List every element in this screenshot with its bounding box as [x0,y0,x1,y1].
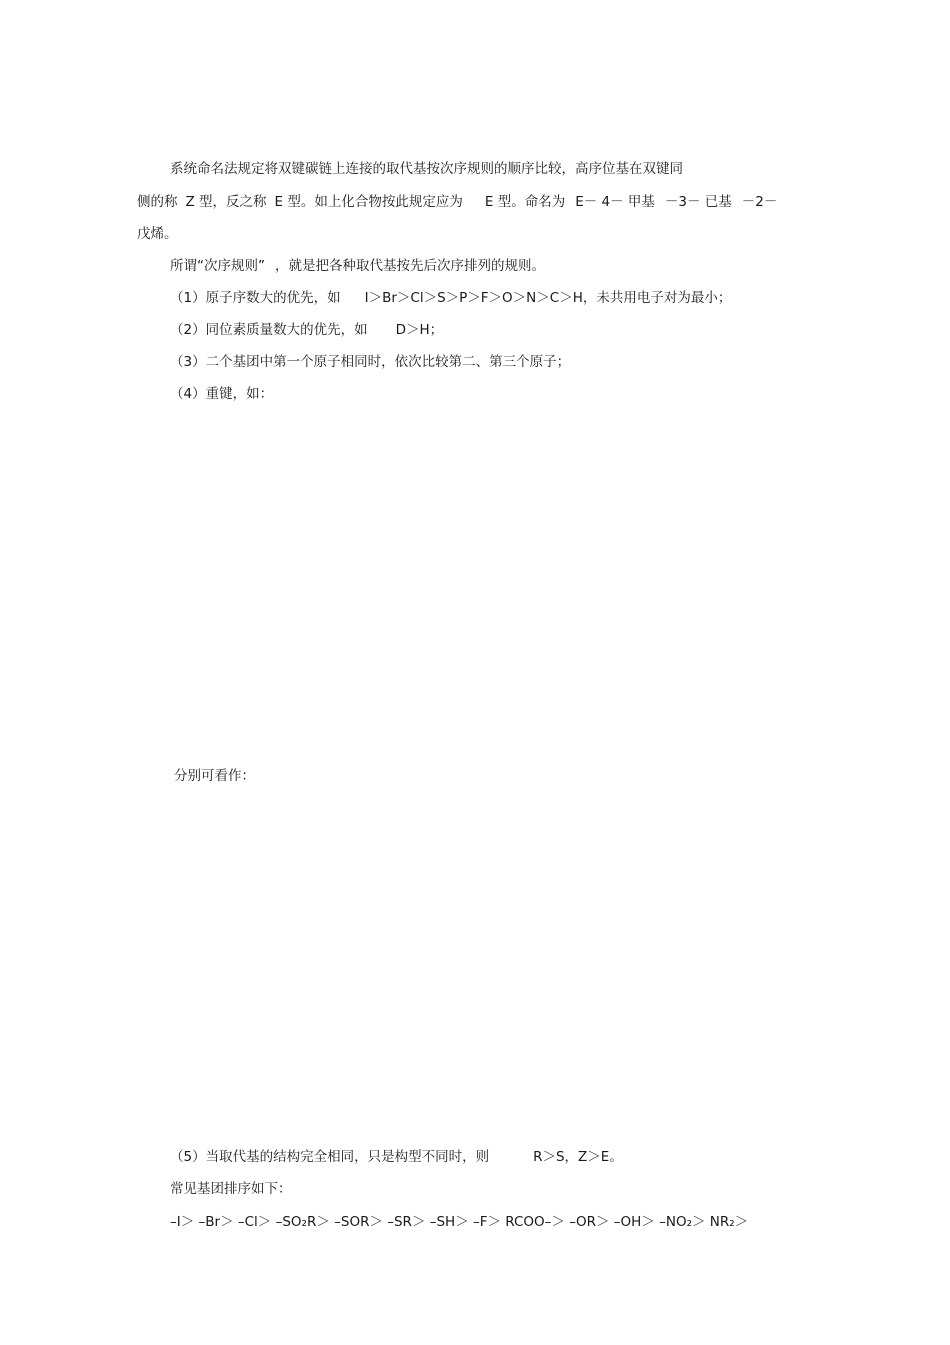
text-segment: ，就是把各种取代基按先后次序排列的规则。 [275,258,545,274]
rule-2 [170,321,443,339]
text-segment: R＞S，Z＞E。 [533,1149,623,1165]
figure-placeholder-multiple-bonds [137,410,817,755]
paragraph-line-1: 系统命名法规定将双键碳链上连接的取代基按次序规则的顺序比较，高序位基在双键同 [170,161,683,177]
paragraph-line-3: 戊烯。 [137,226,178,242]
text-segment: （1）原子序数大的优先，如 [170,290,341,306]
text-segment: Z 型，反之称 [185,194,267,210]
figure-placeholder-equivalents [137,795,817,1135]
text-segment: －2－ [741,194,778,210]
text-segment: 侧的称 [137,194,178,210]
text-segment: －3－ 已基 [664,194,732,210]
rule-4: （4）重键，如： [170,386,274,402]
text-segment: E 型。如上化合物按此规定应为 [274,194,463,210]
text-segment: I＞Br＞Cl＞S＞P＞F＞O＞N＞C＞H，未共用电子对为最小； [364,290,732,306]
text-segment: 所谓“次序规则” [170,258,265,274]
rule-5 [170,1148,623,1166]
rule-1 [170,289,731,307]
order-title: 常见基团排序如下： [170,1181,292,1197]
rule-4-note: 分别可看作： [174,768,255,784]
rule-3: （3）二个基团中第一个原子相同时，依次比较第二、第三个原子； [170,354,571,370]
text-segment: E－ 4－ 甲基 [575,194,655,210]
paragraph-line-4 [170,257,545,275]
order-list: –I＞ –Br＞ –Cl＞ –SO₂R＞ –SOR＞ –SR＞ –SH＞ –F＞ RCOO–＞ –OR＞ –OH＞ –NO₂＞ NR₂＞ [170,1214,749,1230]
text-segment: （2）同位素质量数大的优先，如 [170,322,368,338]
text-segment: D＞H； [395,322,444,338]
paragraph-line-2 [137,193,777,211]
text-segment: E 型。命名为 [484,194,566,210]
text-segment: （5）当取代基的结构完全相同，只是构型不同时，则 [170,1149,490,1165]
